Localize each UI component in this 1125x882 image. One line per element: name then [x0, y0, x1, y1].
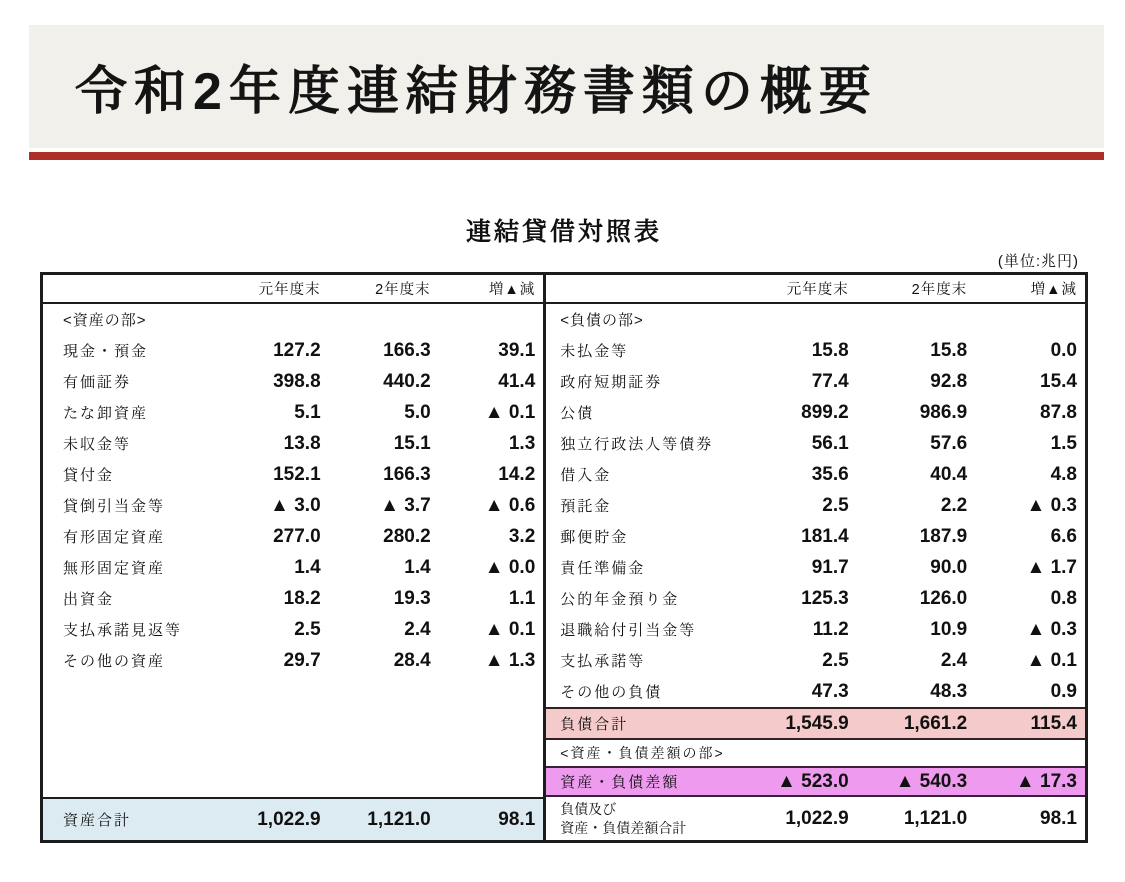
table-row — [546, 397, 1085, 428]
row-label-line1: 負債及び — [560, 801, 617, 818]
value-change: ▲ 1.7 — [1026, 556, 1077, 578]
value-fy1: 47.3 — [811, 680, 849, 702]
row-label: 負債合計 — [560, 716, 629, 733]
value-fy1: 899.2 — [801, 401, 849, 423]
unit-note: (単位:兆円) — [997, 253, 1079, 270]
value-change: ▲ 0.0 — [484, 556, 536, 578]
table-row — [43, 521, 543, 552]
value-change: 3.2 — [508, 525, 536, 547]
row-label: 有価証券 — [63, 374, 132, 391]
value-fy1: 29.7 — [283, 649, 321, 671]
row-label: 責任準備金 — [560, 560, 646, 577]
table-row — [43, 490, 543, 521]
value-fy2: 2.4 — [404, 618, 431, 640]
table-row — [546, 521, 1085, 552]
table-row — [546, 552, 1085, 583]
value-fy1: 56.1 — [811, 432, 849, 454]
row-label: 未収金等 — [63, 436, 132, 453]
value-fy1: 1,022.9 — [257, 808, 321, 830]
column-header-fy2: 2年度末 — [375, 282, 431, 298]
table-row — [43, 397, 543, 428]
row-label-line2: 資産・負債差額合計 — [560, 819, 687, 836]
section-title: <資産・負債差額の部> — [560, 745, 725, 761]
value-change: 98.1 — [498, 808, 536, 830]
value-fy1: ▲ 3.0 — [270, 494, 321, 516]
value-fy2: 2.2 — [940, 494, 968, 516]
value-fy1: ▲ 523.0 — [777, 770, 849, 792]
title-band — [29, 25, 1104, 148]
table-row — [43, 583, 543, 614]
value-fy1: 127.2 — [273, 339, 321, 361]
liabilities-grand-total-row — [546, 797, 1085, 840]
value-change: 39.1 — [498, 339, 536, 361]
value-fy2: 92.8 — [930, 370, 968, 392]
value-change: ▲ 0.3 — [1026, 494, 1077, 516]
value-fy2: 40.4 — [930, 463, 968, 485]
row-label: その他の負債 — [560, 684, 663, 701]
value-fy1: 152.1 — [273, 463, 321, 485]
row-label: 支払承諾見返等 — [63, 622, 183, 639]
value-fy1: 5.1 — [294, 401, 321, 423]
value-change: 98.1 — [1040, 807, 1077, 829]
column-header-change: 増▲減 — [1030, 282, 1077, 298]
value-fy2: ▲ 540.3 — [895, 770, 968, 792]
table-row — [43, 428, 543, 459]
value-fy2: 187.9 — [919, 525, 968, 547]
row-label: 独立行政法人等債券 — [560, 436, 714, 453]
assets-total-row — [43, 797, 543, 840]
row-label: 貸付金 — [63, 467, 115, 484]
page-title: 令和2年度連結財務書類の概要 — [75, 63, 878, 121]
value-change: 1.5 — [1050, 432, 1077, 454]
row-label: 公債 — [560, 405, 595, 422]
row-label: 政府短期証券 — [560, 374, 663, 391]
value-fy2: 1,661.2 — [903, 712, 968, 734]
row-label: たな卸資産 — [63, 405, 149, 422]
value-fy2: 90.0 — [930, 556, 968, 578]
liabilities-panel — [546, 275, 1085, 840]
table-row — [546, 645, 1085, 676]
table-row — [43, 614, 543, 645]
value-fy1: 2.5 — [822, 649, 849, 671]
value-fy1: 15.8 — [811, 339, 849, 361]
value-change: 1.1 — [508, 587, 536, 609]
table-row — [546, 614, 1085, 645]
value-fy1: 2.5 — [294, 618, 321, 640]
value-change: 87.8 — [1040, 401, 1077, 423]
value-fy2: 57.6 — [930, 432, 968, 454]
row-label: 資産合計 — [63, 812, 132, 829]
value-fy2: 280.2 — [383, 525, 431, 547]
liabilities-section-row — [546, 304, 1085, 335]
value-change: 115.4 — [1030, 712, 1077, 734]
value-fy1: 125.3 — [801, 587, 849, 609]
value-fy2: 126.0 — [919, 587, 968, 609]
assets-header-row — [43, 275, 543, 304]
value-fy2: 440.2 — [383, 370, 431, 392]
row-label: 支払承諾等 — [560, 653, 646, 670]
value-fy1: 277.0 — [273, 525, 321, 547]
table-row — [546, 335, 1085, 366]
value-change: 0.9 — [1050, 680, 1077, 702]
row-label: 借入金 — [560, 467, 612, 484]
table-row — [43, 335, 543, 366]
section-title: <負債の部> — [560, 312, 644, 329]
red-divider-rule — [29, 152, 1104, 160]
value-fy2: 166.3 — [383, 463, 431, 485]
assets-panel — [43, 275, 546, 840]
table-title: 連結貸借対照表 — [465, 218, 662, 246]
value-fy2: 2.4 — [940, 649, 968, 671]
value-fy1: 18.2 — [283, 587, 321, 609]
row-label: 出資金 — [63, 591, 115, 608]
value-fy2: 48.3 — [930, 680, 968, 702]
column-header-fy1: 元年度末 — [258, 282, 321, 298]
value-fy1: 1.4 — [294, 556, 321, 578]
table-row — [43, 645, 543, 676]
value-change: ▲ 0.1 — [484, 401, 536, 423]
row-label: 資産・負債差額 — [560, 774, 680, 791]
value-change: 0.8 — [1050, 587, 1077, 609]
table-row — [546, 583, 1085, 614]
value-change: 0.0 — [1050, 339, 1077, 361]
table-row — [43, 366, 543, 397]
value-fy2: 15.1 — [393, 432, 431, 454]
column-header-change: 増▲減 — [488, 282, 536, 298]
value-change: ▲ 0.6 — [484, 494, 536, 516]
row-label: 公的年金預り金 — [560, 591, 680, 608]
value-change: 6.6 — [1050, 525, 1077, 547]
column-header-fy1: 元年度末 — [786, 282, 849, 298]
net-section-row — [546, 740, 1085, 766]
value-fy2: 1.4 — [404, 556, 431, 578]
column-header-fy2: 2年度末 — [911, 282, 968, 298]
row-label: 現金・預金 — [63, 343, 149, 360]
row-label: 有形固定資産 — [63, 529, 166, 546]
value-fy2: 28.4 — [393, 649, 431, 671]
row-label — [546, 800, 751, 836]
assets-section-row — [43, 304, 543, 335]
table-row — [546, 366, 1085, 397]
value-fy1: 11.2 — [812, 618, 849, 640]
row-label: 貸倒引当金等 — [63, 498, 166, 515]
value-change: 41.4 — [498, 370, 536, 392]
value-fy2: 15.8 — [930, 339, 968, 361]
value-fy2: 5.0 — [404, 401, 431, 423]
value-change: ▲ 17.3 — [1015, 770, 1077, 792]
value-fy1: 13.8 — [283, 432, 321, 454]
value-fy2: 986.9 — [919, 401, 968, 423]
net-assets-row — [546, 766, 1085, 797]
table-row — [546, 459, 1085, 490]
value-fy2: 166.3 — [383, 339, 431, 361]
section-title: <資産の部> — [63, 312, 147, 329]
table-row — [43, 552, 543, 583]
value-fy2: 1,121.0 — [903, 807, 968, 829]
value-change: 15.4 — [1040, 370, 1077, 392]
value-change: 1.3 — [508, 432, 536, 454]
value-fy2: 19.3 — [393, 587, 431, 609]
value-change: ▲ 1.3 — [484, 649, 536, 671]
value-fy1: 1,545.9 — [785, 712, 849, 734]
liabilities-header-row — [546, 275, 1085, 304]
value-fy1: 181.4 — [801, 525, 849, 547]
table-row — [546, 428, 1085, 459]
table-row — [546, 676, 1085, 707]
value-fy1: 77.4 — [811, 370, 849, 392]
value-change: ▲ 0.3 — [1026, 618, 1077, 640]
value-change: ▲ 0.1 — [1026, 649, 1077, 671]
value-fy2: 10.9 — [930, 618, 968, 640]
row-label: 未払金等 — [560, 343, 629, 360]
table-row — [43, 459, 543, 490]
liabilities-total-row — [546, 707, 1085, 740]
row-label: 預託金 — [560, 498, 612, 515]
value-fy1: 1,022.9 — [785, 807, 849, 829]
row-label: その他の資産 — [63, 653, 166, 670]
value-fy1: 398.8 — [273, 370, 321, 392]
value-fy1: 91.7 — [811, 556, 849, 578]
table-row — [546, 490, 1085, 521]
balance-sheet-table — [40, 272, 1088, 843]
value-fy1: 35.6 — [811, 463, 849, 485]
value-change: 4.8 — [1050, 463, 1077, 485]
value-fy1: 2.5 — [822, 494, 849, 516]
row-label: 退職給付引当金等 — [560, 622, 697, 639]
value-change: ▲ 0.1 — [484, 618, 536, 640]
value-change: 14.2 — [498, 463, 536, 485]
value-fy2: 1,121.0 — [367, 808, 431, 830]
row-label: 郵便貯金 — [560, 529, 629, 546]
assets-empty-space — [43, 676, 543, 797]
value-fy2: ▲ 3.7 — [380, 494, 431, 516]
row-label: 無形固定資産 — [63, 560, 166, 577]
